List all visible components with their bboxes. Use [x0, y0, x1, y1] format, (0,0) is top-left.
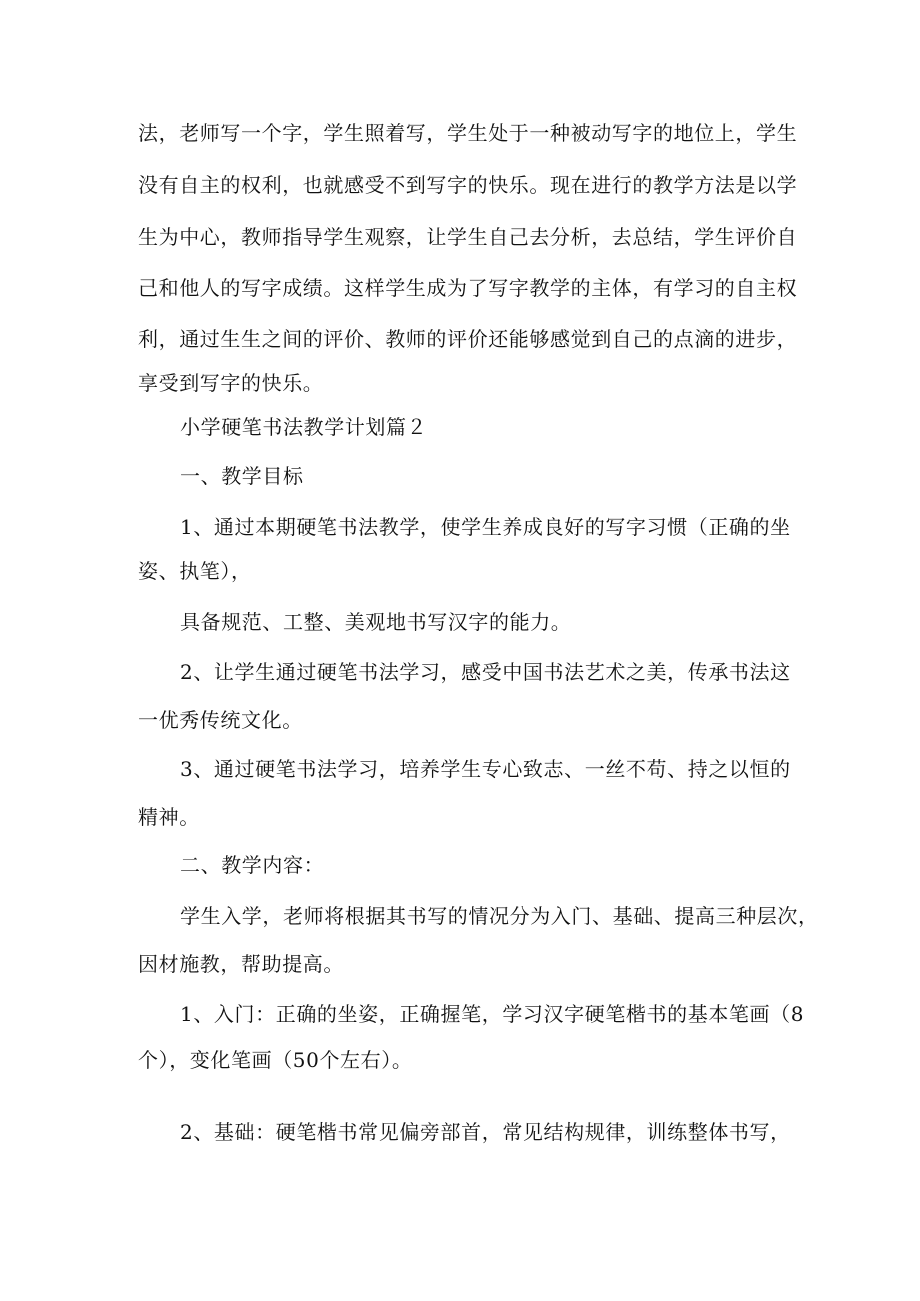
section-title: 小学硬笔书法教学计划篇２ [180, 415, 428, 439]
heading-teaching-content: 二、教学内容： [180, 853, 325, 877]
paragraph-line: 享受到写字的快乐。 [138, 371, 324, 395]
goal-item-1-ability: 具备规范、工整、美观地书写汉字的能力。 [180, 610, 572, 634]
goal-item-1: 1、通过本期硬笔书法教学，使学生养成良好的写字习惯（正确的坐 [180, 515, 791, 539]
goal-item-2-continued: 一优秀传统文化。 [138, 708, 303, 732]
goal-item-2: 2、让学生通过硬笔书法学习，感受中国书法艺术之美，传承书法这 [180, 660, 791, 684]
content-intro: 学生入学，老师将根据其书写的情况分为入门、基础、提高三种层次， [180, 904, 819, 928]
goal-item-3: 3、通过硬笔书法学习，培养学生专心致志、一丝不苟、持之以恒的 [180, 757, 791, 781]
content-item-1-continued: 个），变化笔画（50个左右）。 [138, 1048, 413, 1072]
goal-item-1-continued: 姿、执笔）， [138, 559, 252, 583]
content-item-2: 2、基础：硬笔楷书常见偏旁部首，常见结构规律，训练整体书写， [180, 1120, 791, 1144]
paragraph-line: 利，通过生生之间的评价、教师的评价还能够感觉到自己的点滴的进步， [138, 327, 798, 351]
paragraph-line: 没有自主的权利，也就感受不到写字的快乐。现在进行的教学方法是以学 [138, 173, 798, 197]
heading-teaching-goals: 一、教学目标 [180, 464, 304, 488]
paragraph-line: 法，老师写一个字，学生照着写，学生处于一种被动写字的地位上，学生 [138, 121, 798, 145]
content-item-1: 1、入门：正确的坐姿，正确握笔，学习汉字硬笔楷书的基本笔画（8 [180, 1002, 805, 1026]
paragraph-line: 己和他人的写字成绩。这样学生成为了写字教学的主体，有学习的自主权 [138, 276, 798, 300]
goal-item-3-continued: 精神。 [138, 805, 200, 829]
content-intro-continued: 因材施教，帮助提高。 [138, 952, 344, 976]
paragraph-line: 生为中心，教师指导学生观察，让学生自己去分析，去总结，学生评价自 [138, 225, 798, 249]
